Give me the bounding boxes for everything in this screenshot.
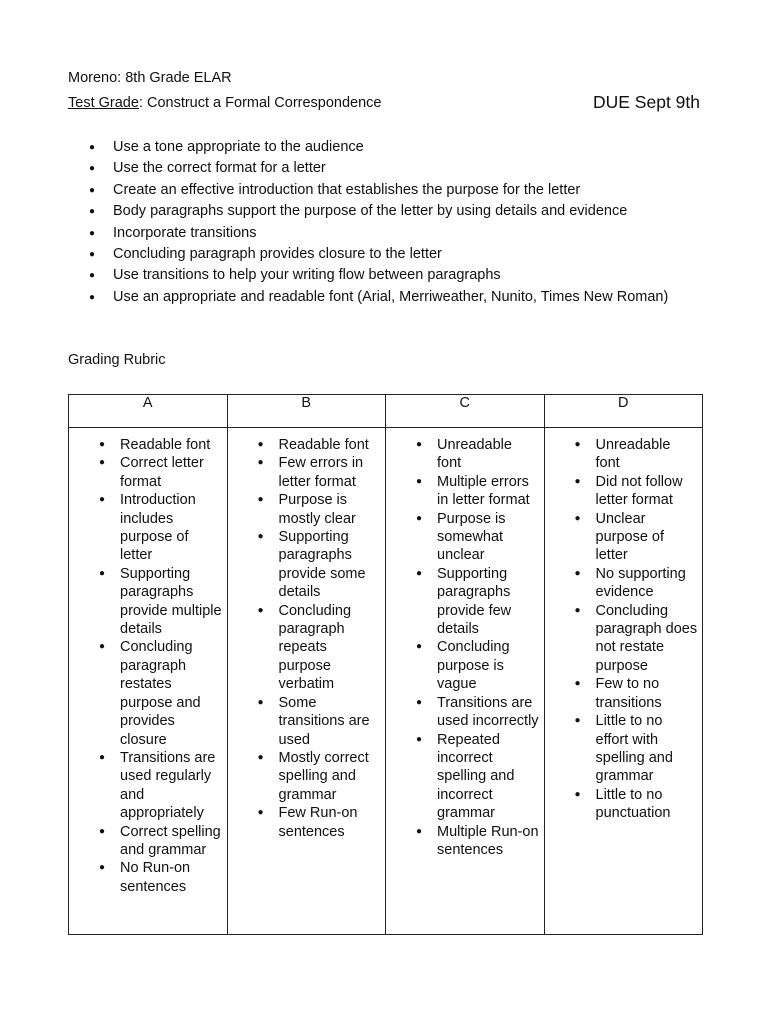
- grade-b-cell: [227, 428, 386, 935]
- rubric-criteria-row: [69, 428, 703, 935]
- requirement-item: ● Incorporate transitions: [68, 223, 728, 244]
- rubric-title: Grading Rubric: [68, 352, 166, 368]
- requirement-item: ● Use a tone appropriate to the audience: [68, 137, 728, 158]
- criteria-item: ● Concluding purpose is vague: [386, 638, 540, 693]
- requirement-item: ● Create an effective introduction that establishes the purpose for the letter: [68, 180, 728, 201]
- criteria-item: ● Purpose is mostly clear: [228, 491, 382, 528]
- criteria-item: ● Supporting paragraphs provide multiple details: [69, 565, 223, 639]
- criteria-item: ● Did not follow letter format: [545, 473, 699, 510]
- criteria-item: ● Unreadable font: [545, 436, 699, 473]
- assignment-name: : Construct a Formal Correspondence: [138, 95, 382, 111]
- requirement-item: ● Body paragraphs support the purpose of the letter by using details and evidence: [68, 201, 728, 222]
- grade-b-header: B: [227, 395, 386, 428]
- criteria-item: ● Mostly correct spelling and grammar: [228, 749, 382, 804]
- criteria-item: ● Multiple errors in letter format: [386, 473, 540, 510]
- criteria-item: ● No supporting evidence: [545, 565, 699, 602]
- criteria-item: ● Few errors in letter format: [228, 454, 382, 491]
- criteria-item: ● Concluding paragraph repeats purpose verbatim: [228, 602, 382, 694]
- requirement-item: ● Use transitions to help your writing flow between paragraphs: [68, 265, 728, 286]
- criteria-item: ● Unclear purpose of letter: [545, 510, 699, 565]
- criteria-item: ● Correct letter format: [69, 454, 223, 491]
- criteria-item: ● Repeated incorrect spelling and incorrect grammar: [386, 731, 540, 823]
- rubric-header-row: [69, 395, 703, 428]
- class-title: Moreno: 8th Grade ELAR: [68, 70, 232, 86]
- criteria-item: ● Few Run-on sentences: [228, 804, 382, 841]
- criteria-item: ● Transitions are used incorrectly: [386, 694, 540, 731]
- test-grade-label: Test Grade: [68, 95, 139, 111]
- rubric-table: [68, 394, 703, 935]
- criteria-item: ● Introduction includes purpose of letter: [69, 491, 223, 565]
- criteria-item: ● Supporting paragraphs provide some details: [228, 528, 382, 602]
- grade-c-cell: [386, 428, 545, 935]
- criteria-item: ● Transitions are used regularly and appropriately: [69, 749, 223, 823]
- requirement-item: ● Use the correct format for a letter: [68, 158, 728, 179]
- grade-a-cell: [69, 428, 228, 935]
- requirement-item: ● Use an appropriate and readable font (Arial, Merriweather, Nunito, Times New Roman): [68, 287, 728, 308]
- grade-c-header: C: [386, 395, 545, 428]
- requirement-item: ● Concluding paragraph provides closure to the letter: [68, 244, 728, 265]
- criteria-item: ● Little to no punctuation: [545, 786, 699, 823]
- criteria-item: ● Little to no effort with spelling and grammar: [545, 712, 699, 786]
- criteria-item: ● Multiple Run-on sentences: [386, 823, 540, 860]
- criteria-item: ● Unreadable font: [386, 436, 540, 473]
- grade-d-header: D: [544, 395, 703, 428]
- criteria-item: ● Concluding paragraph does not restate purpose: [545, 602, 699, 676]
- grade-d-cell: [544, 428, 703, 935]
- assignment-title: [68, 95, 382, 111]
- criteria-item: ● Readable font: [228, 436, 382, 454]
- criteria-item: ● Supporting paragraphs provide few details: [386, 565, 540, 639]
- requirements-list: [68, 137, 728, 308]
- due-date: DUE Sept 9th: [593, 92, 700, 112]
- criteria-item: ● Concluding paragraph restates purpose and provides closure: [69, 638, 223, 748]
- criteria-item: ● No Run-on sentences: [69, 859, 223, 896]
- grade-a-header: A: [69, 395, 228, 428]
- criteria-item: ● Some transitions are used: [228, 694, 382, 749]
- criteria-item: ● Readable font: [69, 436, 223, 454]
- criteria-item: ● Correct spelling and grammar: [69, 823, 223, 860]
- criteria-item: ● Few to no transitions: [545, 675, 699, 712]
- criteria-item: ● Purpose is somewhat unclear: [386, 510, 540, 565]
